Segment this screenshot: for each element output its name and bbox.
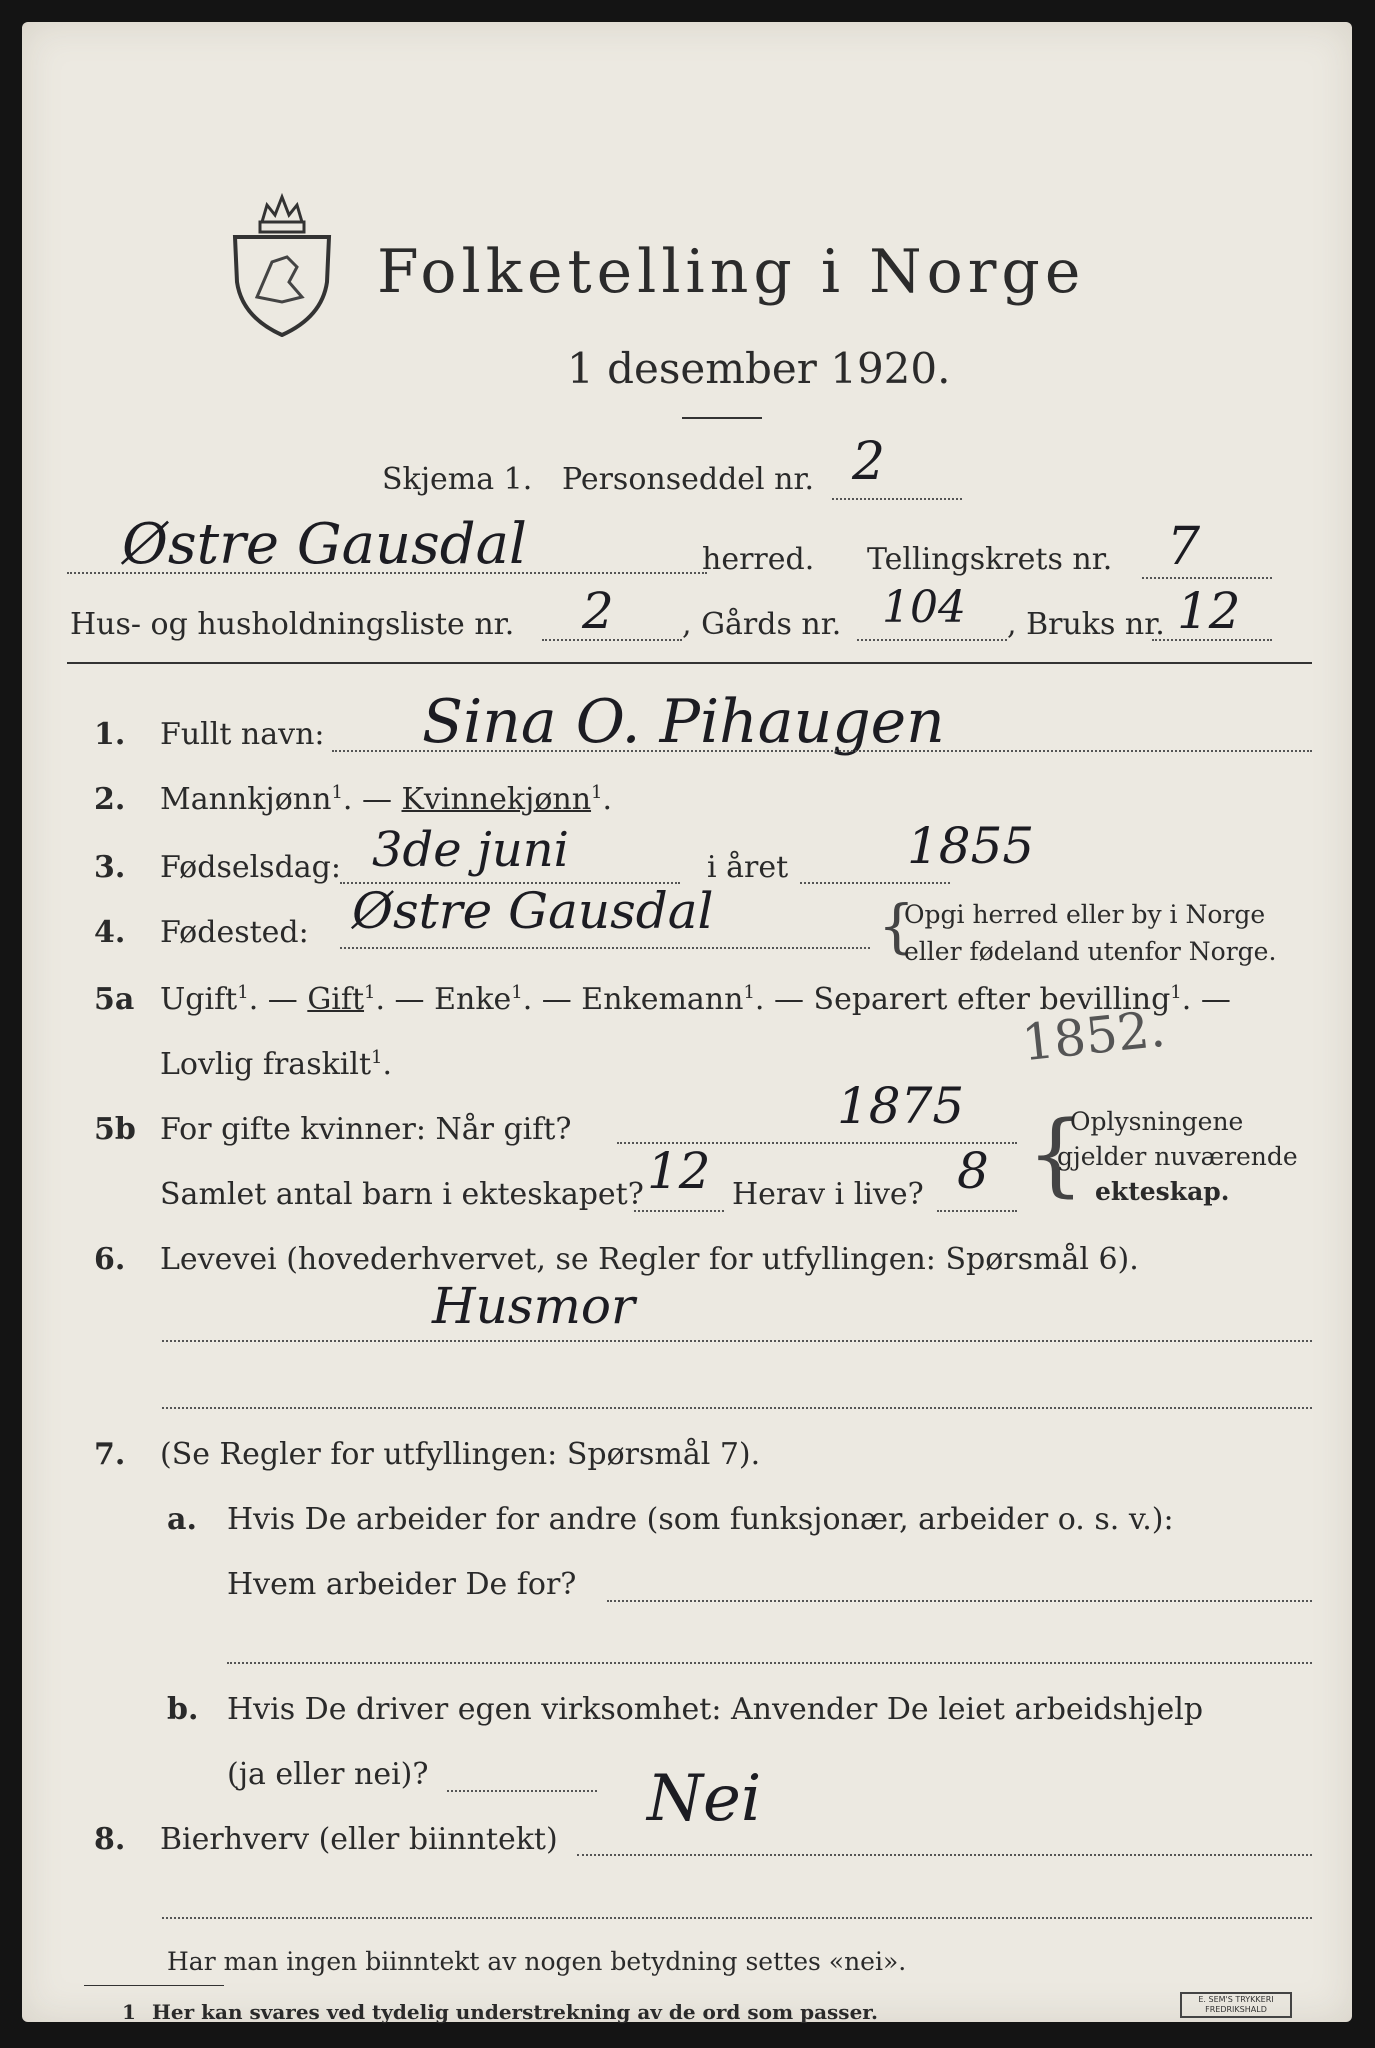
census-date: 1 desember 1920.	[567, 344, 951, 393]
question7-label: (Se Regler for utfyllingen: Spørsmål 7).	[160, 1437, 761, 1472]
birthplace-label: Fødested:	[160, 915, 309, 950]
male-option: Mannkjønn	[160, 782, 332, 817]
full-name-label: Fullt navn:	[160, 717, 325, 752]
gards-value: 104	[882, 582, 966, 633]
header-rule	[67, 662, 1312, 664]
gards-label: , Gårds nr.	[682, 607, 842, 642]
herred-value: Østre Gausdal	[122, 512, 527, 577]
sex-line: Mannkjønn$^1$. — Kvinnekjønn$^1$.	[160, 782, 613, 817]
birthday-value: 3de juni	[372, 822, 569, 878]
norwegian-lion-crest-icon	[227, 187, 337, 337]
hus-label: Hus- og husholdningsliste nr.	[70, 607, 515, 642]
living-label: Herav i live?	[732, 1177, 924, 1212]
divider	[682, 417, 762, 419]
children-label: Samlet antal barn i ekteskapet?	[160, 1177, 644, 1212]
hired-help-label: (ja eller nei)?	[227, 1757, 429, 1792]
full-name-value: Sina O. Pihaugen	[422, 687, 945, 757]
footnote: Her kan svares ved tydelig understrekning av de ord som passer.	[152, 2000, 878, 2024]
birthplace-note: Opgi herred eller by i Norge	[904, 900, 1266, 929]
children-value: 12	[647, 1142, 711, 1200]
hus-value: 2	[582, 582, 614, 640]
herred-label: herred.	[702, 542, 815, 577]
side-income-label: Bierhverv (eller biinntekt)	[160, 1822, 558, 1857]
question7a-text: Hvis De arbeider for andre (som funksjonær, arbeider o. s. v.):	[227, 1502, 1174, 1537]
bruks-value: 12	[1177, 582, 1241, 640]
divorced-option: Lovlig fraskilt$^1$.	[160, 1047, 393, 1082]
married-option-underlined: Gift	[307, 982, 365, 1017]
person-number: 2	[852, 432, 886, 492]
krets-value: 7	[1167, 517, 1201, 577]
employer-label: Hvem arbeider De for?	[227, 1567, 577, 1602]
pencil-annotation: 1852.	[1019, 999, 1168, 1073]
birth-year-label: i året	[707, 850, 789, 885]
krets-label: Tellingskrets nr.	[867, 542, 1113, 577]
bruks-label: , Bruks nr.	[1007, 607, 1165, 642]
marriage-note: Oplysningene	[1070, 1107, 1244, 1136]
footnote-mark: 1	[122, 2000, 136, 2024]
married-year-value: 1875	[837, 1077, 965, 1135]
occupation-value: Husmor	[432, 1277, 635, 1335]
occupation-label: Levevei (hovederhvervet, se Regler for utfyllingen: Spørsmål 6).	[160, 1242, 1139, 1277]
birthday-label: Fødselsdag:	[160, 850, 341, 885]
marital-status-line: Ugift$^1$. — Gift$^1$. — Enke$^1$. — Enkemann$^1$. — Separert efter bevilling$^1$. —	[160, 982, 1231, 1017]
birth-year-value: 1855	[907, 817, 1035, 875]
person-label: Personseddel nr.	[562, 462, 815, 497]
married-when-label: For gifte kvinner: Når gift?	[160, 1112, 572, 1147]
birthplace-value: Østre Gausdal	[352, 882, 714, 940]
side-income-value: Nei	[647, 1762, 762, 1836]
living-value: 8	[957, 1142, 989, 1200]
schema-label: Skjema 1.	[382, 462, 533, 497]
printer-stamp: E. SEM'S TRYKKERI FREDRIKSHALD	[1180, 1992, 1292, 2018]
form-title: Folketelling i Norge	[377, 237, 1086, 307]
female-option-underlined: Kvinnekjønn	[401, 782, 592, 817]
no-income-note: Har man ingen biinntekt av nogen betydning settes «nei».	[167, 1947, 907, 1976]
question7b-text: Hvis De driver egen virksomhet: Anvender De leiet arbeidshjelp	[227, 1692, 1204, 1727]
census-form: Folketelling i Norge 1 desember 1920. Skjema 1. Personseddel nr. 2 Østre Gausdal herred. Tellingskrets nr. 7 Hus- og husholdningsliste nr. 2 , Gårds nr. 104 , Bruks nr. 12 1. Fullt navn: Sina O. Pihaugen 2. Mannkjønn$^1$. — Kvinnekjønn$^1$. 3. Fødselsdag: 3de juni i året 1855 4. Fødested: Østre Gausdal { Opgi herred eller by i Norge eller fødeland utenfor Norge. 5a Ugift$^1$. — Gift$^1$. — Enke$^1$. — Enkemann$^1$. — Separert efter bevilling$^1$. — Lovlig fraskilt$^1$. 1852. 5b For gifte kvinner: Når gift? 1875 Samlet antal barn i ekteskapet? 12 Herav i live? 8 { Oplysningene gjelder nuværende ekteskap. 6. Levevei (hovederhvervet, se Regler for utfyllingen: Spørsmål 6). Husmor 7. (Se Regler for utfyllingen: Spørsmål 7). a. Hvis De arbeider for andre (som funksjonær, arbeider o. s. v.): Hvem arbeider De for? b. Hvis De driver egen virksomhet: Anvender De leiet arbeidshjelp (ja eller nei)? 8. Bierhverv (eller biinntekt) Nei Har man ingen biinntekt av nogen betydning settes «nei». 1 Her kan svares ved tydelig understrekning av de ord som passer. E. SEM'S TRYKKERI FREDRIKSHALD	[22, 22, 1352, 2022]
